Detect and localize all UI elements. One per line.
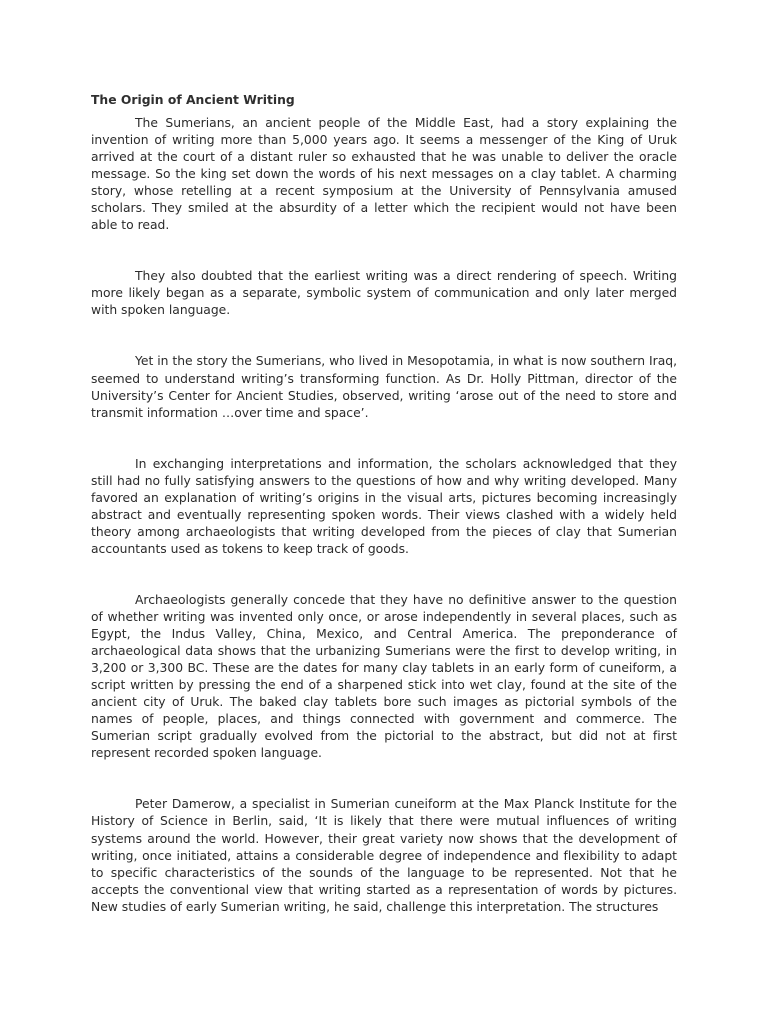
- paragraph-4: In exchanging interpretations and information, the scholars acknowledged that they still had no fully satisfying answers to the questions of how and why writing developed. Many favored an explanation of writing’s origins in the visual arts, pictures becoming increasingly abstract and eventually representing spoken words. Their views clashed with a widely held theory among archaeologists that writing developed from the pieces of clay that Sumerian accountants used as tokens to keep track of goods.: [91, 456, 677, 556]
- paragraph-5: Archaeologists generally concede that they have no definitive answer to the question of whether writing was invented only once, or arose independently in several places, such as Egypt, the Indus Valley, China, Mexico, and Central America. The preponderance of archaeological data shows that the urbanizing Sumerians were the first to develop writing, in 3,200 or 3,300 BC. These are the dates for many clay tablets in an early form of cuneiform, a script written by pressing the end of a sharpened stick into wet clay, found at the site of the ancient city of Uruk. The baked clay tablets bore such images as pictorial symbols of the names of people, places, and things connected with government and commerce. The Sumerian script gradually evolved from the pictorial to the abstract, but did not at first represent recorded spoken language.: [91, 592, 677, 761]
- paragraph-3: Yet in the story the Sumerians, who lived in Mesopotamia, in what is now southern Iraq, seemed to understand writing’s transforming function. As Dr. Holly Pittman, director of the University’s Center for Ancient Studies, observed, writing ‘arose out of the need to store and transmit information …over time and space’.: [91, 354, 677, 420]
- paragraph-2: They also doubted that the earliest writing was a direct rendering of speech. Writing more likely began as a separate, symbolic system of communication and only later merged with spoken language.: [91, 269, 677, 318]
- document-title: The Origin of Ancient Writing: [91, 93, 295, 107]
- document-body: [91, 92, 677, 916]
- paragraph-6: Peter Damerow, a specialist in Sumerian cuneiform at the Max Planck Institute for the History of Science in Berlin, said, ‘It is likely that there were mutual influences of writing systems around the world. However, their great variety now shows that the development of writing, once initiated, attains a considerable degree of independence and flexibility to adapt to specific characteristics of the sounds of the language to be represented. Not that he accepts the conventional view that writing started as a representation of words by pictures. New studies of early Sumerian writing, he said, challenge this interpretation. The structures: [91, 797, 677, 914]
- paragraph-1: The Sumerians, an ancient people of the Middle East, had a story explaining the invention of writing more than 5,000 years ago. It seems a messenger of the King of Uruk arrived at the court of a distant ruler so exhausted that he was unable to deliver the oracle message. So the king set down the words of his next messages on a clay tablet. A charming story, whose retelling at a recent symposium at the University of Pennsylvania amused scholars. They smiled at the absurdity of a letter which the recipient would not have been able to read.: [91, 116, 677, 233]
